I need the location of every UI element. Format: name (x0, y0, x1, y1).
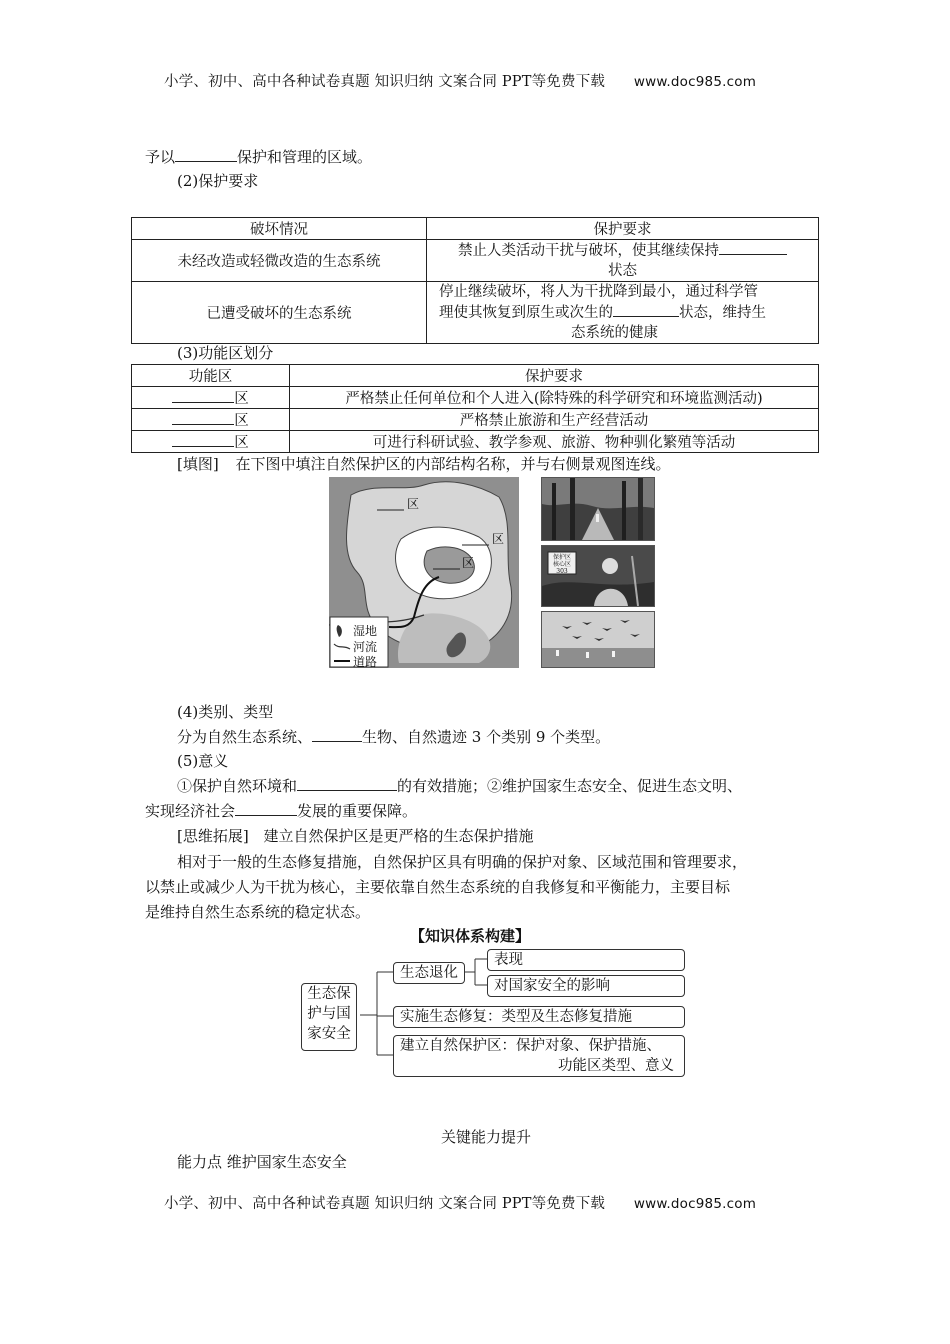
zone-label-2: 区 (492, 532, 505, 546)
knowledge-title: 【知识体系构建】 (410, 927, 531, 945)
section-3-title: (3)功能区划分 (177, 344, 274, 362)
zone-suffix: 区 (234, 391, 249, 407)
show-node: 表现 (487, 949, 685, 971)
footer-text: 小学、初中、高中各种试卷真题 知识归纳 文案合同 PPT等免费下载 (164, 1196, 606, 1212)
think-para-line2: 以禁止或减少人为干扰为核心，主要依靠自然生态系统的自我修复和平衡能力，主要目标 (145, 878, 731, 896)
section-5-line2 (145, 800, 417, 821)
cell-text: 禁止人类活动干扰与破坏，使其继续保持 (458, 243, 719, 259)
page-footer (164, 1192, 756, 1213)
blank-field (172, 410, 234, 425)
think-label: [思维拓展] (177, 827, 249, 845)
table1-row1-damage: 未经改造或轻微改造的生态系统 (132, 240, 427, 282)
think-heading (177, 825, 534, 846)
sec4-text-a: 分为自然生态系统、 (177, 728, 313, 746)
intro-text-b: 保护和管理的区域。 (237, 148, 373, 166)
sec5-text-b: 的有效措施；②维护国家生态安全、促进生态文明、 (397, 777, 743, 795)
footer-url: www.doc985.com (633, 1196, 757, 1212)
zone-label-3: 区 (462, 556, 475, 570)
protection-requirements-table (131, 217, 819, 344)
table1-row2-requirement (427, 282, 819, 344)
table2-row2-requirement: 严格禁止旅游和生产经营活动 (290, 409, 819, 431)
root-text-3: 家安全 (307, 1026, 351, 1042)
zone-suffix: 区 (234, 413, 249, 429)
section-4-title: (4)类别、类型 (177, 703, 274, 721)
section-5-title: (5)意义 (177, 752, 229, 770)
header-url: www.doc985.com (633, 74, 757, 90)
reserve-text-2: 功能区类型、意义 (558, 1058, 674, 1074)
table2-row2-zone (132, 409, 290, 431)
root-branch-lines (360, 972, 393, 1055)
cell-text: 停止继续破坏，将人为干扰降到最小，通过科学管 (439, 284, 758, 300)
zone-label-1: 区 (407, 497, 420, 511)
table2-row3-requirement: 可进行科研试验、教学参观、旅游、物种驯化繁殖等活动 (290, 431, 819, 453)
reserve-node (393, 1035, 685, 1077)
section-5-line1 (177, 775, 742, 796)
degrade-node: 生态退化 (393, 962, 465, 984)
fill-text: 在下图中填注自然保护区的内部结构名称，并与右侧景观图连线。 (235, 455, 671, 473)
table1-header-requirement: 保护要求 (427, 218, 819, 240)
reserve-structure-map (329, 477, 519, 668)
restore-node: 实施生态修复：类型及生态修复措施 (393, 1006, 685, 1028)
header-text: 小学、初中、高中各种试卷真题 知识归纳 文案合同 PPT等免费下载 (164, 74, 606, 90)
photo-sign-text-1: 保护区 (552, 554, 572, 561)
blank-field (719, 240, 787, 255)
root-text-2: 护与国 (307, 1006, 351, 1022)
functional-zone-table (131, 364, 819, 453)
legend-road-label: 道路 (353, 655, 378, 668)
photo-sign-text-2: 核心区 (552, 561, 572, 568)
intro-line (145, 146, 372, 167)
table2-header-zone: 功能区 (132, 365, 290, 387)
table1-row2-damage: 已遭受破坏的生态系统 (132, 282, 427, 344)
intro-text-a: 予以 (145, 148, 176, 166)
cell-text: 态系统的健康 (571, 325, 658, 341)
page-header (164, 70, 756, 91)
photo-sign-text-3: 303 (556, 568, 568, 575)
table1-header-damage: 破坏情况 (132, 218, 427, 240)
degrade-branch-lines (463, 959, 487, 985)
legend-river-label: 河流 (353, 640, 378, 654)
table2-header-requirement: 保护要求 (290, 365, 819, 387)
impact-node: 对国家安全的影响 (487, 975, 685, 997)
key-ability-title: 关键能力提升 (441, 1128, 532, 1146)
section-4-text (177, 726, 610, 747)
legend-wetland-label: 湿地 (353, 624, 378, 638)
table2-row1-requirement: 严格禁止任何单位和个人进入(除特殊的科学研究和环境监测活动) (290, 387, 819, 409)
blank-field (175, 147, 237, 162)
blank-field (172, 432, 234, 447)
blank-field (235, 801, 297, 816)
fill-map-instruction (177, 453, 671, 474)
sec5-text-d: 发展的重要保障。 (297, 802, 418, 820)
blank-field (172, 388, 234, 403)
think-para-line3: 是维持自然生态系统的稳定状态。 (145, 903, 371, 921)
root-node (301, 983, 357, 1051)
fill-label: [填图] (177, 455, 219, 473)
table1-row1-requirement (427, 240, 819, 282)
think-para-line1: 相对于一般的生态修复措施，自然保护区具有明确的保护对象、区域范围和管理要求， (177, 853, 748, 871)
zone-suffix: 区 (234, 435, 249, 451)
sec4-text-b: 生物、自然遗迹 3 个类别 9 个类型。 (362, 728, 611, 746)
blank-field (613, 302, 679, 317)
ability-point: 能力点 维护国家生态安全 (177, 1153, 347, 1171)
sec5-text-a: ①保护自然环境和 (177, 777, 298, 795)
blank-field (312, 727, 362, 742)
reserve-text-1: 建立自然保护区：保护对象、保护措施、 (400, 1038, 661, 1054)
think-title: 建立自然保护区是更严格的生态保护措施 (263, 827, 534, 845)
researcher-with-sign-photo (541, 545, 655, 607)
blank-field (297, 776, 397, 791)
table2-row1-zone (132, 387, 290, 409)
cell-text: 理使其恢复到原生或次生的 (439, 305, 613, 321)
section-2-title: (2)保护要求 (177, 172, 259, 190)
sec5-text-c: 实现经济社会 (145, 802, 236, 820)
cell-text: 状态，维持生 (679, 305, 766, 321)
table2-row3-zone (132, 431, 290, 453)
forest-path-photo (541, 477, 655, 541)
root-text-1: 生态保 (307, 986, 351, 1002)
cell-text: 状态 (608, 263, 637, 279)
wetland-birds-photo (541, 611, 655, 668)
